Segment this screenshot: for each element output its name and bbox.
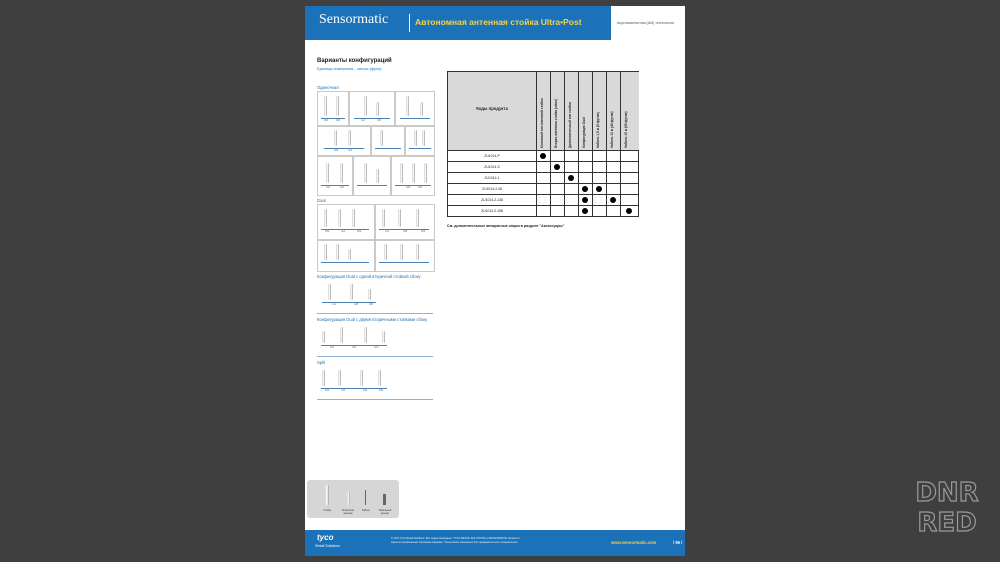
config-cell	[349, 91, 395, 126]
antenna-post	[324, 209, 327, 227]
column-label: Вторая антенная стойка (slave)	[554, 98, 558, 148]
antenna-post	[380, 130, 383, 146]
dimension-label: 1,8	[403, 230, 407, 233]
table-mark	[540, 153, 546, 159]
antenna-post	[400, 244, 403, 260]
legend-label: Кабельный разъем	[378, 509, 392, 515]
product-code: ZU1014-2-138	[481, 198, 503, 202]
antenna-post	[364, 163, 367, 183]
table-grid-line	[550, 150, 551, 216]
table-mark	[582, 208, 588, 214]
table-column-header	[564, 72, 579, 150]
dimension-line	[357, 185, 387, 186]
footer-legal: © 2017 Tyco Retail Solutions. Все права защищены. TYCO RETAIL SOLUTIONS и SENSORMATIC являются зарегистрированными торговыми марками. Технические изменения без предварительного уведомления.	[391, 537, 520, 544]
dimension-label: 0,9	[336, 119, 340, 122]
dimension-label: 1,2	[361, 119, 365, 122]
table-column-header	[536, 72, 551, 150]
secondary-antenna	[376, 102, 379, 116]
table-mark	[626, 208, 632, 214]
watermark-line: DNR	[915, 478, 979, 508]
dimension-label: 1,6	[341, 389, 345, 392]
antenna-post	[338, 209, 341, 227]
group-label-split: Split	[317, 360, 326, 365]
config-cell	[375, 240, 435, 272]
antenna-post	[340, 327, 343, 343]
antenna-post	[340, 163, 343, 183]
column-label: Дополнительный тип стойки	[568, 102, 572, 148]
table-grid-line	[592, 150, 593, 216]
secondary-antenna	[382, 331, 385, 343]
product-code: ZU1014-1	[484, 176, 500, 180]
header-tagline: Акустомагнитная (AM) технология	[617, 21, 674, 25]
secondary-antenna	[322, 331, 325, 343]
column-label: Основной тип антенной стойки	[540, 98, 544, 148]
table-footnote: См. дополнительные аппаратные опции в разделе "Аксессуары"	[447, 224, 565, 228]
group-divider	[317, 399, 433, 400]
table-row	[448, 205, 638, 217]
section-units: Единицы измерения – метры (футы)	[317, 67, 382, 71]
antenna-post	[424, 163, 427, 183]
table-column-header	[592, 72, 607, 150]
tyco-logo: tyco	[317, 533, 334, 542]
page-header	[305, 6, 685, 40]
config-cell	[317, 324, 391, 356]
dimension-label: 1,1	[332, 303, 336, 306]
antenna-post	[416, 209, 419, 227]
dimension-line	[400, 118, 430, 119]
table-grid-line	[536, 150, 537, 216]
dimension-line	[375, 148, 401, 149]
secondary-antenna	[420, 102, 423, 116]
antenna-post	[360, 370, 363, 386]
group-label-side-one: Конфигурация Dual с одной вторичной стойкой сбоку	[317, 274, 421, 279]
legend-label: Вторичная антенна	[342, 509, 354, 515]
dimension-label: 0,9	[421, 230, 425, 233]
table-mark	[610, 197, 616, 203]
product-code-table	[447, 71, 639, 217]
group-label-side-two: Конфигурация Dual с двумя вторичными стойками сбоку	[317, 317, 428, 322]
antenna-post	[322, 370, 325, 386]
antenna-post	[414, 130, 417, 146]
dimension-label: 1,2	[340, 186, 344, 189]
dimension-label: 0,9	[325, 389, 329, 392]
watermark-logo	[908, 478, 986, 538]
secondary-antenna	[376, 169, 379, 183]
table-header-label-cell	[448, 72, 537, 150]
table-column-header	[620, 72, 639, 150]
antenna-post	[324, 96, 327, 116]
antenna-post	[364, 327, 367, 343]
post-icon	[325, 485, 329, 505]
config-cell	[405, 126, 435, 156]
dimension-label: 1,5	[406, 186, 410, 189]
dimension-label: 1,3	[374, 346, 378, 349]
config-cell	[317, 240, 375, 272]
legend-label: Кабель	[362, 509, 370, 512]
dimension-line	[379, 262, 429, 263]
dimension-label: 1,2	[326, 186, 330, 189]
dimension-line	[321, 262, 369, 263]
antenna-post	[348, 130, 351, 146]
antenna-post	[328, 284, 331, 300]
dimension-label: 1,2	[348, 149, 352, 152]
legend-label: Стойка	[323, 509, 331, 512]
secondary-antenna	[368, 289, 371, 300]
tyco-logo-sub: Retail Solutions	[315, 544, 340, 548]
column-label: Конфигурация Dual	[582, 117, 586, 148]
header-divider	[409, 14, 410, 32]
table-mark	[582, 186, 588, 192]
dimension-label: 1,3	[330, 346, 334, 349]
config-cell	[375, 204, 435, 240]
connector-icon	[383, 494, 386, 505]
config-cell	[317, 281, 379, 313]
table-mark	[554, 164, 560, 170]
antenna-post	[352, 209, 355, 227]
dimension-label: 0,9	[357, 230, 361, 233]
footer-url[interactable]: www.sensormatic.com	[611, 540, 657, 545]
antenna-post	[338, 370, 341, 386]
config-cell	[395, 91, 435, 126]
antenna-post	[412, 163, 415, 183]
dimension-label: 1,2	[385, 230, 389, 233]
dimension-label: 0,9	[379, 389, 383, 392]
cable-icon	[365, 490, 366, 505]
config-cell	[317, 367, 391, 399]
dimension-label: 0,9	[369, 303, 373, 306]
antenna-post	[422, 130, 425, 146]
product-code: ZU1014-P	[484, 154, 500, 158]
brand-logo: Sensormatic	[319, 12, 389, 27]
dimension-label: 1,6	[352, 346, 356, 349]
config-cell	[317, 91, 349, 126]
dimension-label: 0,9	[324, 119, 328, 122]
product-code: ZU1014-2-158	[481, 209, 503, 213]
config-cell	[317, 126, 371, 156]
table-grid-line	[578, 150, 579, 216]
group-label-dual: Dual	[317, 198, 326, 203]
group-divider	[317, 313, 433, 314]
antenna-post	[350, 284, 353, 300]
column-label: Кабель 12 м (40 футов)	[610, 111, 614, 148]
config-cell	[353, 156, 391, 196]
antenna-post	[378, 370, 381, 386]
dimension-label: 1,6	[363, 389, 367, 392]
dimension-label: 0,9	[334, 149, 338, 152]
antenna-post	[336, 244, 339, 260]
product-code: ZU1014-2-48	[482, 187, 502, 191]
group-divider	[317, 356, 433, 357]
antenna-post	[364, 96, 367, 116]
dimension-label: 0,9	[325, 230, 329, 233]
table-column-header	[550, 72, 565, 150]
dimension-label: 1,5	[377, 119, 381, 122]
table-mark	[568, 175, 574, 181]
page-title: Автономная антенная стойка Ultra•Post	[415, 17, 582, 27]
watermark-line: RED	[917, 508, 977, 538]
secondary-antenna-icon	[347, 492, 350, 505]
table-column-header	[606, 72, 621, 150]
antenna-post	[336, 96, 339, 116]
antenna-post	[398, 209, 401, 227]
config-cell	[317, 204, 375, 240]
product-code: ZU1014-S	[484, 165, 500, 169]
table-header-label: Коды продукта	[476, 106, 508, 111]
config-cell	[391, 156, 435, 196]
dimension-label: 1,8	[354, 303, 358, 306]
table-grid-line	[606, 150, 607, 216]
page-number: / 95 /	[673, 540, 683, 545]
dimension-label: 1,2	[341, 230, 345, 233]
catalog-page	[305, 6, 685, 556]
table-column-header	[578, 72, 593, 150]
antenna-post	[416, 244, 419, 260]
antenna-post	[382, 209, 385, 227]
antenna-post	[400, 163, 403, 183]
legend-panel	[307, 480, 399, 518]
section-title: Варианты конфигураций	[317, 58, 392, 64]
table-grid-line	[620, 150, 621, 216]
dimension-label: 1,5	[418, 186, 422, 189]
column-label: Кабель 15 м (50 футов)	[624, 111, 628, 148]
column-label: Кабель 1,5 м (5 футов)	[596, 112, 600, 148]
page-footer	[305, 530, 685, 556]
table-mark	[582, 197, 588, 203]
group-label-single: Одиночная	[317, 85, 339, 90]
config-cell	[317, 156, 353, 196]
config-cell	[371, 126, 405, 156]
antenna-post	[406, 96, 409, 116]
antenna-post	[326, 163, 329, 183]
antenna-post	[324, 244, 327, 260]
table-grid-line	[564, 150, 565, 216]
antenna-post	[384, 244, 387, 260]
dimension-line	[409, 148, 431, 149]
antenna-post	[334, 130, 337, 146]
table-mark	[596, 186, 602, 192]
secondary-antenna	[348, 249, 351, 260]
